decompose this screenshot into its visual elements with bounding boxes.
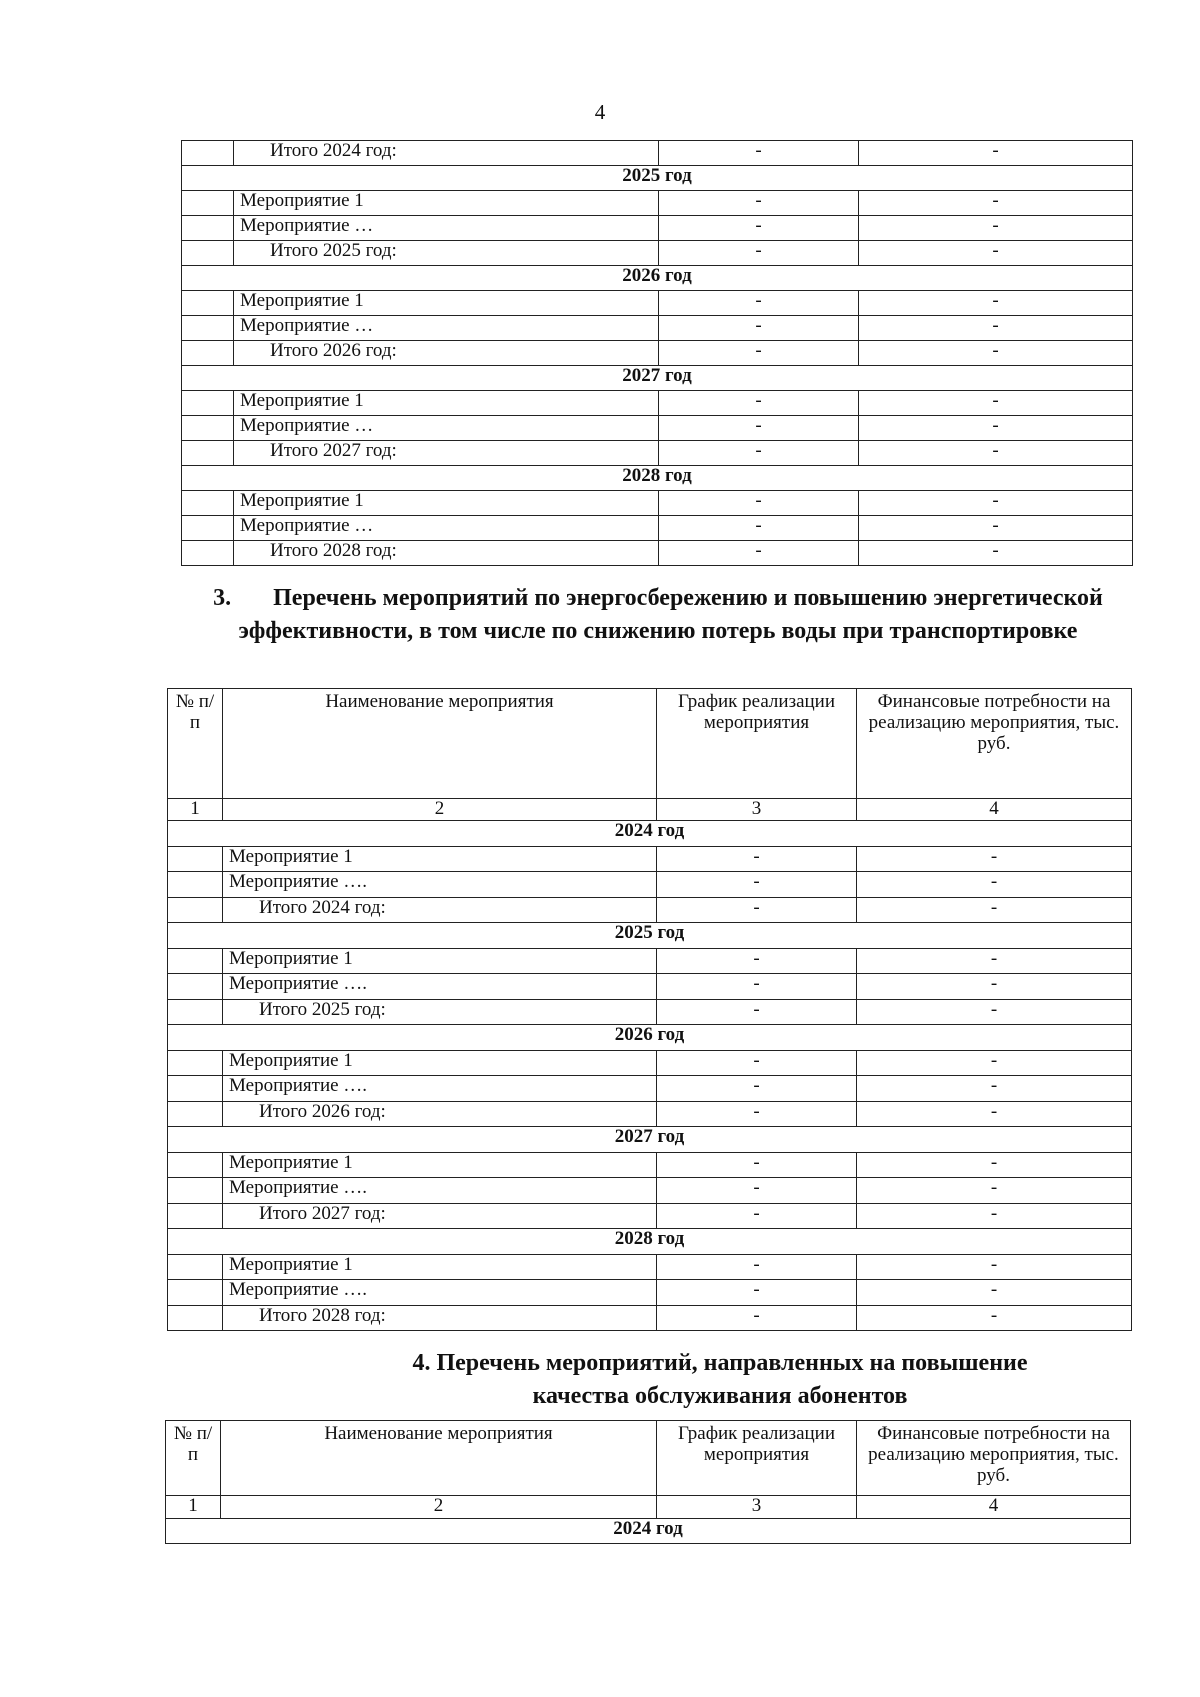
finance-value: -	[857, 1254, 1132, 1280]
year-label: 2025 год	[168, 923, 1132, 949]
finance-value: -	[859, 341, 1133, 366]
year-row	[182, 366, 1133, 391]
header-schedule: График реализации мероприятия	[657, 1421, 857, 1496]
finance-value: -	[857, 1203, 1132, 1229]
total-row	[168, 999, 1132, 1025]
measure-name: Мероприятие 1	[223, 846, 657, 872]
schedule-value: -	[657, 846, 857, 872]
total-label: Итого 2025 год:	[223, 999, 657, 1025]
finance-value: -	[857, 1050, 1132, 1076]
finance-value: -	[859, 216, 1133, 241]
total-label: Итого 2027 год:	[234, 441, 659, 466]
measure-name: Мероприятие …	[234, 416, 659, 441]
finance-value: -	[859, 291, 1133, 316]
row-number-cell	[168, 948, 223, 974]
row-number-cell	[168, 1178, 223, 1204]
schedule-value: -	[657, 1254, 857, 1280]
measure-name: Мероприятие …	[234, 316, 659, 341]
header-num: № п/п	[166, 1421, 221, 1496]
measure-name: Мероприятие ….	[223, 974, 657, 1000]
measure-name: Мероприятие 1	[223, 1152, 657, 1178]
row-number-cell	[182, 191, 234, 216]
table-row	[168, 1178, 1132, 1204]
energy-saving-table	[167, 688, 1132, 1331]
measure-name: Мероприятие ….	[223, 872, 657, 898]
year-row	[168, 821, 1132, 847]
year-label: 2028 год	[182, 466, 1133, 491]
row-number-cell	[168, 1101, 223, 1127]
table-header-row	[166, 1421, 1131, 1496]
row-number-cell	[182, 316, 234, 341]
table-row	[168, 1076, 1132, 1102]
finance-value: -	[859, 516, 1133, 541]
row-number-cell	[182, 416, 234, 441]
schedule-value: -	[659, 191, 859, 216]
header-finance: Финансовые потребности на реализацию мероприятия, тыс. руб.	[857, 689, 1132, 799]
col-number: 3	[657, 799, 857, 821]
year-row	[182, 466, 1133, 491]
section-3-number: 3.	[213, 585, 232, 611]
table-row	[168, 1050, 1132, 1076]
row-number-cell	[182, 541, 234, 566]
header-name: Наименование мероприятия	[223, 689, 657, 799]
finance-value: -	[857, 1152, 1132, 1178]
finance-value: -	[857, 948, 1132, 974]
year-row	[166, 1519, 1131, 1544]
table-continued	[181, 140, 1133, 566]
measure-name: Мероприятие 1	[234, 391, 659, 416]
measure-name: Мероприятие 1	[234, 491, 659, 516]
header-num: № п/п	[168, 689, 223, 799]
column-numbers-row	[166, 1496, 1131, 1519]
table-row	[182, 316, 1133, 341]
schedule-value: -	[659, 241, 859, 266]
year-label: 2024 год	[168, 821, 1132, 847]
table-row	[168, 872, 1132, 898]
finance-value: -	[857, 897, 1132, 923]
year-label: 2027 год	[168, 1127, 1132, 1153]
finance-value: -	[859, 416, 1133, 441]
measure-name: Мероприятие 1	[223, 1050, 657, 1076]
col-number: 1	[166, 1496, 221, 1519]
schedule-value: -	[657, 1076, 857, 1102]
finance-value: -	[857, 1076, 1132, 1102]
schedule-value: -	[657, 1280, 857, 1306]
row-number-cell	[168, 1280, 223, 1306]
finance-value: -	[859, 441, 1133, 466]
finance-value: -	[859, 491, 1133, 516]
finance-value: -	[857, 872, 1132, 898]
page-number: 4	[594, 100, 606, 124]
year-row	[168, 1025, 1132, 1051]
schedule-value: -	[657, 1203, 857, 1229]
total-label: Итого 2027 год:	[223, 1203, 657, 1229]
table-row	[168, 974, 1132, 1000]
total-label: Итого 2025 год:	[234, 241, 659, 266]
col-number: 2	[223, 799, 657, 821]
table-row	[168, 1254, 1132, 1280]
schedule-value: -	[657, 1178, 857, 1204]
table-row	[182, 391, 1133, 416]
row-number-cell	[168, 846, 223, 872]
year-label: 2026 год	[168, 1025, 1132, 1051]
section-4-heading: 4. Перечень мероприятий, направленных на повышение качества обслуживания абонентов	[412, 1350, 1028, 1409]
total-label: Итого 2028 год:	[223, 1305, 657, 1331]
measure-name: Мероприятие ….	[223, 1280, 657, 1306]
table-row	[182, 291, 1133, 316]
col-number: 3	[657, 1496, 857, 1519]
total-row	[168, 1203, 1132, 1229]
row-number-cell	[182, 216, 234, 241]
finance-value: -	[857, 1101, 1132, 1127]
schedule-value: -	[659, 516, 859, 541]
schedule-value: -	[659, 541, 859, 566]
total-row	[168, 1305, 1132, 1331]
table-row	[182, 191, 1133, 216]
schedule-value: -	[659, 441, 859, 466]
finance-value: -	[857, 999, 1132, 1025]
schedule-value: -	[659, 416, 859, 441]
row-number-cell	[168, 1254, 223, 1280]
schedule-value: -	[657, 1305, 857, 1331]
finance-value: -	[859, 241, 1133, 266]
row-number-cell	[168, 897, 223, 923]
schedule-value: -	[657, 974, 857, 1000]
finance-value: -	[857, 974, 1132, 1000]
year-label: 2027 год	[182, 366, 1133, 391]
total-row	[168, 897, 1132, 923]
schedule-value: -	[659, 391, 859, 416]
schedule-value: -	[657, 999, 857, 1025]
finance-value: -	[857, 1305, 1132, 1331]
schedule-value: -	[657, 1050, 857, 1076]
finance-value: -	[859, 141, 1133, 166]
total-row	[168, 1101, 1132, 1127]
year-label: 2024 год	[166, 1519, 1131, 1544]
section-3-heading	[178, 582, 1138, 648]
row-number-cell	[168, 1305, 223, 1331]
row-number-cell	[168, 974, 223, 1000]
table-row	[168, 846, 1132, 872]
measure-name: Мероприятие ….	[223, 1178, 657, 1204]
schedule-value: -	[657, 948, 857, 974]
total-row	[182, 441, 1133, 466]
measure-name: Мероприятие 1	[223, 948, 657, 974]
table-row	[182, 216, 1133, 241]
schedule-value: -	[657, 897, 857, 923]
total-label: Итого 2024 год:	[223, 897, 657, 923]
schedule-value: -	[659, 216, 859, 241]
row-number-cell	[182, 341, 234, 366]
table-row	[168, 948, 1132, 974]
finance-value: -	[859, 541, 1133, 566]
year-label: 2025 год	[182, 166, 1133, 191]
finance-value: -	[859, 191, 1133, 216]
year-row	[168, 923, 1132, 949]
row-number-cell	[168, 1050, 223, 1076]
row-number-cell	[168, 999, 223, 1025]
table-row	[168, 1152, 1132, 1178]
schedule-value: -	[659, 291, 859, 316]
measure-name: Мероприятие 1	[234, 191, 659, 216]
service-quality-table	[165, 1420, 1131, 1544]
schedule-value: -	[657, 872, 857, 898]
finance-value: -	[859, 391, 1133, 416]
row-number-cell	[182, 141, 234, 166]
total-row	[182, 541, 1133, 566]
row-number-cell	[182, 491, 234, 516]
year-label: 2026 год	[182, 266, 1133, 291]
measure-name: Мероприятие ….	[223, 1076, 657, 1102]
header-name: Наименование мероприятия	[221, 1421, 657, 1496]
row-number-cell	[168, 1076, 223, 1102]
row-number-cell	[182, 291, 234, 316]
table-row	[168, 1280, 1132, 1306]
finance-value: -	[857, 1280, 1132, 1306]
header-schedule: График реализации мероприятия	[657, 689, 857, 799]
header-finance: Финансовые потребности на реализацию мероприятия, тыс. руб.	[857, 1421, 1131, 1496]
measure-name: Мероприятие 1	[223, 1254, 657, 1280]
row-number-cell	[182, 391, 234, 416]
schedule-value: -	[659, 491, 859, 516]
year-row	[182, 266, 1133, 291]
measure-name: Мероприятие …	[234, 216, 659, 241]
finance-value: -	[857, 846, 1132, 872]
col-number: 4	[857, 1496, 1131, 1519]
total-row	[182, 341, 1133, 366]
col-number: 1	[168, 799, 223, 821]
total-label: Итого 2026 год:	[234, 341, 659, 366]
year-row	[168, 1229, 1132, 1255]
total-row	[182, 141, 1133, 166]
column-numbers-row	[168, 799, 1132, 821]
row-number-cell	[182, 441, 234, 466]
total-row	[182, 241, 1133, 266]
year-label: 2028 год	[168, 1229, 1132, 1255]
total-label: Итого 2028 год:	[234, 541, 659, 566]
row-number-cell	[168, 1203, 223, 1229]
year-row	[182, 166, 1133, 191]
measure-name: Мероприятие …	[234, 516, 659, 541]
row-number-cell	[182, 241, 234, 266]
section-3-title: Перечень мероприятий по энергосбережению и повышению энергетической эффективности, в том числе по снижению потерь воды при транспортировке	[238, 585, 1103, 644]
table-row	[182, 416, 1133, 441]
finance-value: -	[857, 1178, 1132, 1204]
table-header-row	[168, 689, 1132, 799]
schedule-value: -	[659, 316, 859, 341]
row-number-cell	[182, 516, 234, 541]
year-row	[168, 1127, 1132, 1153]
row-number-cell	[168, 1152, 223, 1178]
row-number-cell	[168, 872, 223, 898]
table-row	[182, 491, 1133, 516]
measure-name: Мероприятие 1	[234, 291, 659, 316]
table-row	[182, 516, 1133, 541]
schedule-value: -	[657, 1101, 857, 1127]
schedule-value: -	[659, 341, 859, 366]
schedule-value: -	[657, 1152, 857, 1178]
finance-value: -	[859, 316, 1133, 341]
col-number: 4	[857, 799, 1132, 821]
schedule-value: -	[659, 141, 859, 166]
col-number: 2	[221, 1496, 657, 1519]
total-label: Итого 2024 год:	[234, 141, 659, 166]
total-label: Итого 2026 год:	[223, 1101, 657, 1127]
